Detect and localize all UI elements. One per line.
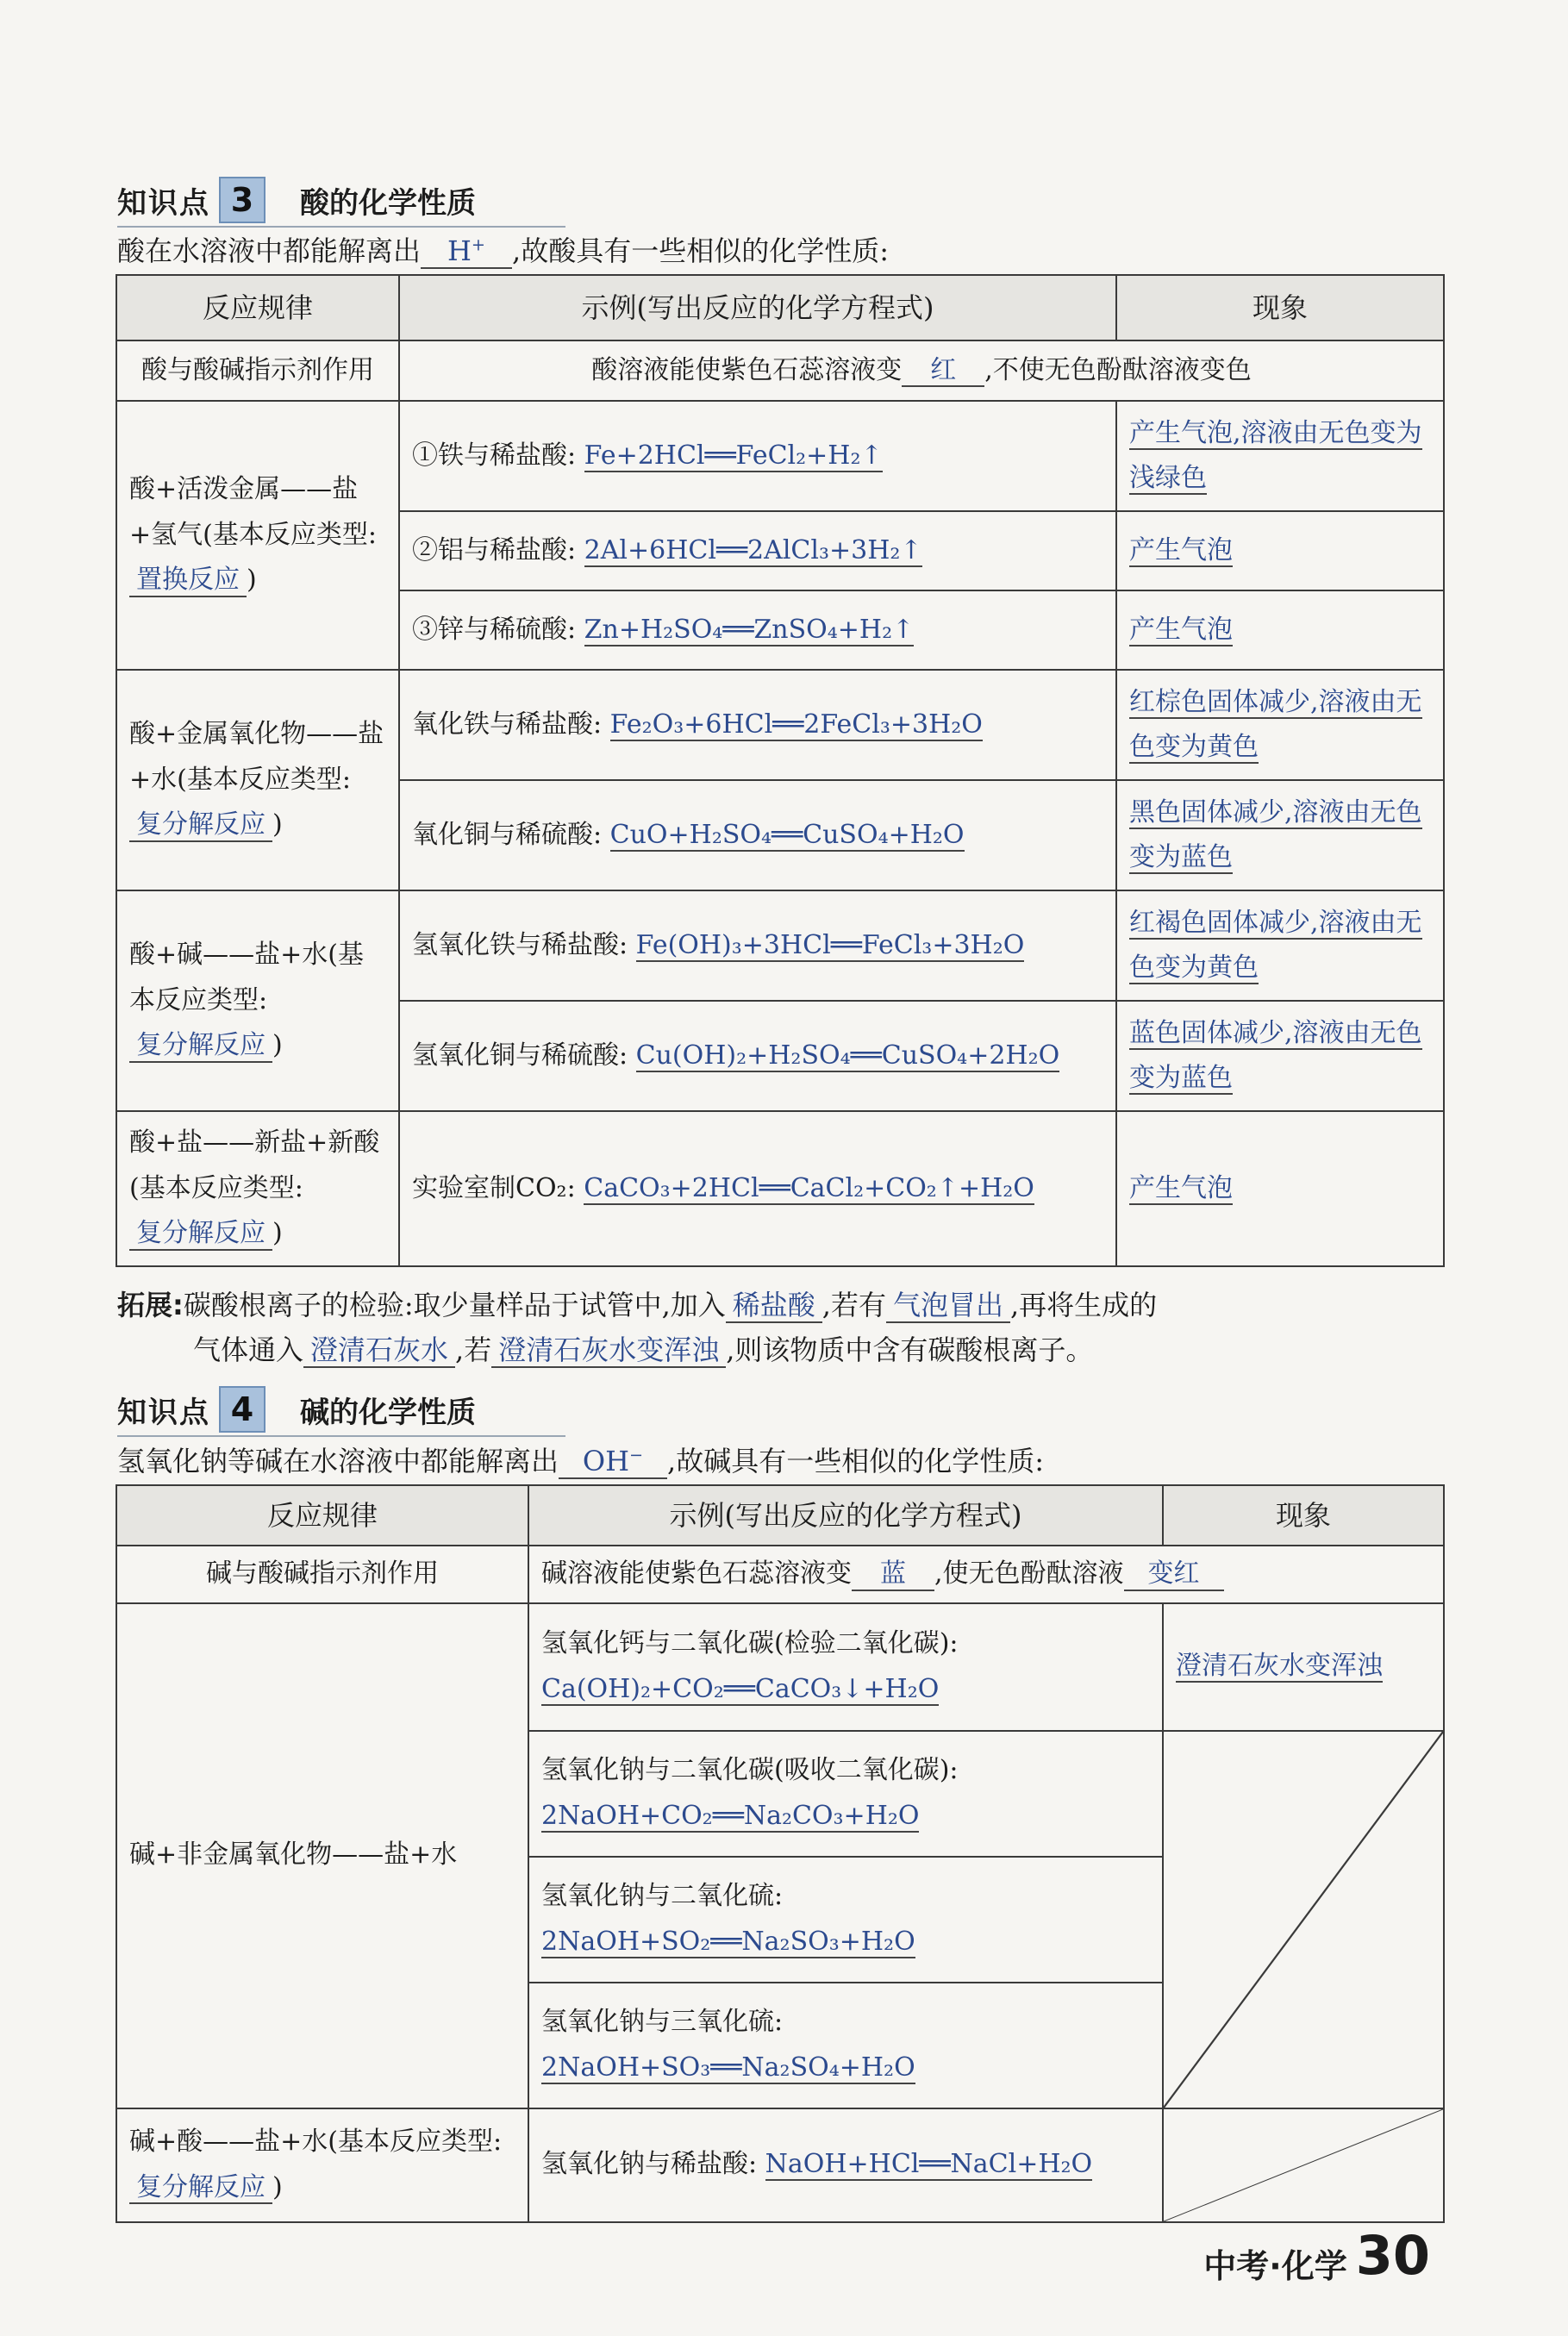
footer-title: 中考·化学: [1203, 2247, 1347, 2285]
example-cell: 氢氧化钠与二氧化硫: 2NaOH+SO₂══Na₂SO₃+H₂O: [528, 1857, 1163, 1983]
rule-cell: 碱+非金属氧化物——盐+水: [116, 1603, 528, 2108]
rule-cell: 酸+金属氧化物——盐+水(基本反应类型:复分解反应 ): [116, 670, 399, 890]
phenomenon-cell: 澄清石灰水变浑浊: [1163, 1603, 1444, 1731]
section-3-intro: 酸在水溶液中都能解离出 H+ ,故酸具有一些相似的化学性质:: [117, 234, 889, 267]
section-title: 碱的化学性质: [300, 1395, 476, 1430]
table-row: [116, 1603, 1444, 1731]
table-header-row: [116, 275, 1444, 340]
phenomenon-cell: 产生气泡: [1116, 1111, 1444, 1266]
header-example: 示例(写出反应的化学方程式): [399, 275, 1116, 340]
rule-cell: 酸+活泼金属——盐+氢气(基本反应类型:置换反应 ): [116, 401, 399, 670]
example-cell: 氧化铁与稀盐酸: Fe₂O₃+6HCl══2FeCl₃+3H₂O: [399, 670, 1116, 780]
base-properties-table: [116, 1484, 1445, 2223]
example-cell: 氢氧化铁与稀盐酸: Fe(OH)₃+3HCl══FeCl₃+3H₂O: [399, 890, 1116, 1001]
section-label: 知识点: [117, 1395, 210, 1430]
example-cell: 氢氧化钠与稀盐酸: NaOH+HCl══NaCl+H₂O: [528, 2108, 1163, 2222]
phenomenon-cell: 产生气泡: [1116, 590, 1444, 670]
header-phenomenon: 现象: [1163, 1485, 1444, 1546]
phenomenon-cell: 产生气泡,溶液由无色变为浅绿色: [1116, 401, 1444, 511]
answer-blank: OH−: [559, 1446, 667, 1479]
section-4-heading: [117, 1386, 476, 1433]
section-4-intro: 氢氧化钠等碱在水溶液中都能解离出 OH− ,故碱具有一些相似的化学性质:: [117, 1445, 1044, 1477]
section-number: 3: [219, 177, 265, 223]
example-cell: 酸溶液能使紫色石蕊溶液变 红 ,不使无色酚酞溶液变色: [399, 340, 1444, 401]
header-example: 示例(写出反应的化学方程式): [528, 1485, 1163, 1546]
rule-cell: 酸与酸碱指示剂作用: [116, 340, 399, 401]
answer-blank: H+: [421, 235, 512, 269]
example-cell: 氧化铜与稀硫酸: CuO+H₂SO₄══CuSO₄+H₂O: [399, 780, 1116, 890]
header-phenomenon: 现象: [1116, 275, 1444, 340]
header-rule: 反应规律: [116, 1485, 528, 1546]
section-3-heading: [117, 177, 476, 223]
example-cell: 实验室制CO₂: CaCO₃+2HCl══CaCl₂+CO₂↑+H₂O: [399, 1111, 1116, 1266]
extension-paragraph: 拓展:碳酸根离子的检验:取少量样品于试管中,加入 稀盐酸 ,若有 气泡冒出 ,再将生成的 气体通入 澄清石灰水 ,若 澄清石灰水变浑浊 ,则该物质中含有碳酸根离子。: [117, 1289, 1158, 1366]
diagonal-line: [1164, 2109, 1443, 2221]
phenomenon-cell: 蓝色固体减少,溶液由无色变为蓝色: [1116, 1001, 1444, 1111]
phenomenon-cell: 产生气泡: [1116, 511, 1444, 590]
section-title: 酸的化学性质: [300, 185, 476, 221]
table-row: [116, 2108, 1444, 2222]
phenomenon-cell: 黑色固体减少,溶液由无色变为蓝色: [1116, 780, 1444, 890]
table-row: [116, 1546, 1444, 1603]
example-cell: 氢氧化钠与二氧化碳(吸收二氧化碳): 2NaOH+CO₂══Na₂CO₃+H₂O: [528, 1731, 1163, 1857]
page-number: 30: [1355, 2224, 1430, 2287]
diagonal-line: [1164, 1732, 1443, 2108]
rule-cell: 碱+酸——盐+水(基本反应类型:复分解反应 ): [116, 2108, 528, 2222]
example-cell: 氢氧化钠与三氧化硫: 2NaOH+SO₃══Na₂SO₄+H₂O: [528, 1983, 1163, 2108]
table-row: [116, 401, 1444, 511]
rule-cell: 酸+碱——盐+水(基本反应类型:复分解反应 ): [116, 890, 399, 1111]
section-label: 知识点: [117, 185, 210, 221]
header-rule: 反应规律: [116, 275, 399, 340]
empty-diagonal-cell: [1163, 1731, 1444, 2108]
phenomenon-cell: 红棕色固体减少,溶液由无色变为黄色: [1116, 670, 1444, 780]
acid-properties-table: [116, 274, 1445, 1267]
page-footer: [1203, 2224, 1430, 2287]
table-row: [116, 670, 1444, 780]
table-row: [116, 1111, 1444, 1266]
empty-diagonal-cell: [1163, 2108, 1444, 2222]
example-cell: 氢氧化铜与稀硫酸: Cu(OH)₂+H₂SO₄══CuSO₄+2H₂O: [399, 1001, 1116, 1111]
table-row: [116, 340, 1444, 401]
example-cell: ①铁与稀盐酸: Fe+2HCl══FeCl₂+H₂↑: [399, 401, 1116, 511]
example-cell: ③锌与稀硫酸: Zn+H₂SO₄══ZnSO₄+H₂↑: [399, 590, 1116, 670]
section-number: 4: [219, 1386, 265, 1433]
example-cell: 碱溶液能使紫色石蕊溶液变 蓝 ,使无色酚酞溶液 变红: [528, 1546, 1444, 1603]
heading-underline: [117, 226, 565, 228]
table-row: [116, 890, 1444, 1001]
example-cell: 氢氧化钙与二氧化碳(检验二氧化碳): Ca(OH)₂+CO₂══CaCO₃↓+H₂O: [528, 1603, 1163, 1731]
heading-underline: [117, 1435, 565, 1437]
example-cell: ②铝与稀盐酸: 2Al+6HCl══2AlCl₃+3H₂↑: [399, 511, 1116, 590]
rule-cell: 碱与酸碱指示剂作用: [116, 1546, 528, 1603]
phenomenon-cell: 红褐色固体减少,溶液由无色变为黄色: [1116, 890, 1444, 1001]
table-header-row: [116, 1485, 1444, 1546]
rule-cell: 酸+盐——新盐+新酸(基本反应类型:复分解反应 ): [116, 1111, 399, 1266]
